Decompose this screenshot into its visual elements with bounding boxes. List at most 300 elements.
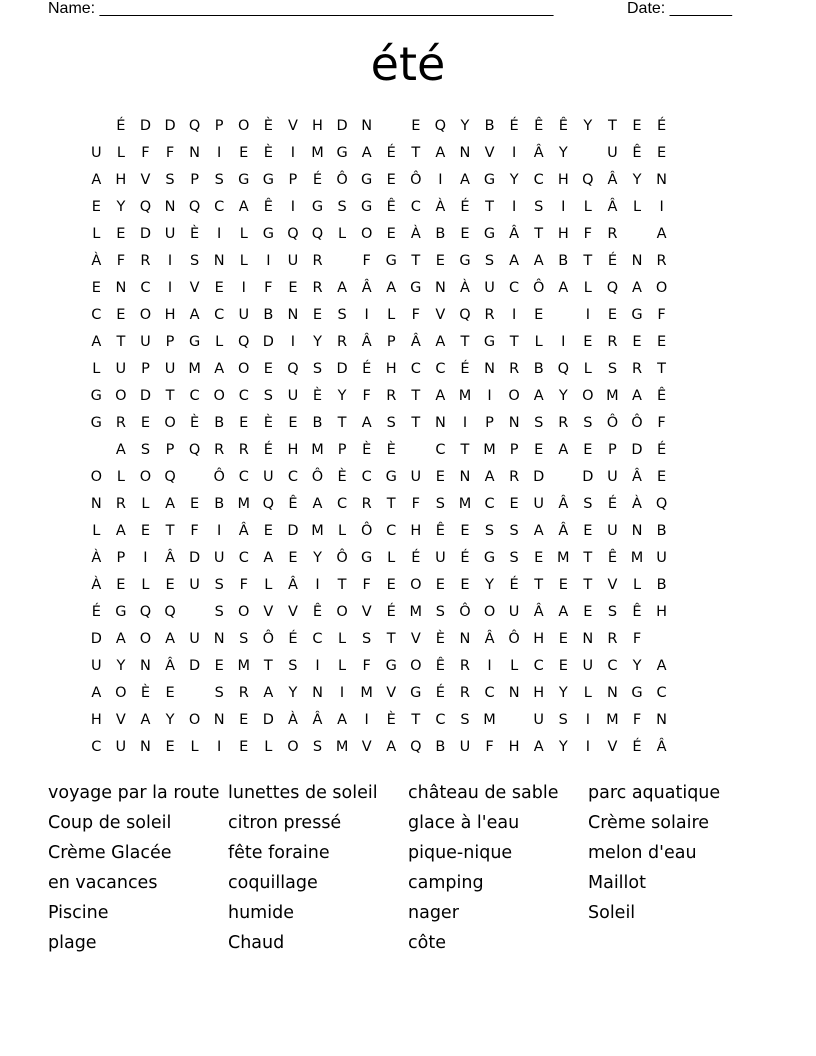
- grid-letter: [551, 301, 576, 328]
- grid-letter: L: [583, 360, 592, 377]
- grid-letter: M: [458, 387, 472, 404]
- grid-letter: N: [459, 630, 471, 647]
- grid-letter: U: [459, 738, 471, 755]
- grid-letter: N: [140, 738, 151, 755]
- grid-letter: N: [434, 279, 446, 296]
- grid-letter: N: [484, 360, 495, 377]
- grid-letter: Â: [361, 279, 372, 296]
- grid-letter: M: [606, 711, 619, 728]
- grid-letter: [182, 598, 207, 625]
- grid-letter: V: [386, 684, 397, 701]
- grid-letter: G: [361, 198, 373, 215]
- grid-letter: I: [290, 333, 296, 350]
- grid-letter: Â: [558, 495, 569, 512]
- grid-letter: Q: [582, 171, 594, 188]
- grid-letter: A: [91, 684, 102, 701]
- word-list-item: Crème Glacée: [48, 843, 172, 863]
- grid-letter: Ê: [632, 603, 642, 620]
- grid-letter: N: [140, 657, 151, 674]
- grid-letter: A: [632, 279, 642, 296]
- grid-letter: Y: [583, 117, 593, 134]
- grid-letter: G: [483, 549, 496, 566]
- grid-letter: A: [533, 252, 544, 269]
- grid-letter: Â: [238, 522, 249, 539]
- grid-letter: Y: [632, 171, 642, 188]
- grid-letter: Ô: [410, 171, 422, 188]
- grid-letter: S: [607, 360, 618, 377]
- grid-letter: T: [165, 387, 175, 404]
- grid-letter: I: [511, 306, 517, 323]
- grid-letter: U: [90, 144, 102, 161]
- grid-letter: I: [487, 657, 492, 674]
- grid-letter: E: [583, 522, 593, 539]
- grid-letter: M: [458, 495, 472, 512]
- grid-letter: A: [91, 333, 102, 350]
- grid-letter: N: [213, 630, 225, 647]
- grid-letter: S: [312, 360, 323, 377]
- grid-letter: A: [484, 468, 495, 485]
- grid-letter: I: [659, 198, 664, 215]
- word-list-item: plage: [48, 933, 97, 953]
- grid-letter: Ô: [631, 414, 643, 431]
- grid-letter: E: [657, 468, 667, 485]
- grid-letter: S: [362, 630, 372, 647]
- grid-letter: V: [140, 171, 151, 188]
- grid-letter: [649, 625, 674, 652]
- grid-letter: L: [92, 225, 101, 242]
- grid-letter: Â: [656, 738, 667, 755]
- grid-letter: D: [189, 549, 201, 566]
- grid-letter: B: [214, 414, 225, 431]
- grid-letter: Q: [311, 225, 324, 242]
- grid-letter: T: [509, 333, 519, 350]
- grid-letter: S: [214, 576, 224, 593]
- grid-letter: Y: [116, 198, 126, 215]
- grid-letter: A: [533, 738, 544, 755]
- grid-letter: I: [167, 279, 173, 296]
- grid-letter: N: [213, 711, 225, 728]
- grid-letter: T: [337, 414, 347, 431]
- grid-letter: H: [557, 171, 569, 188]
- grid-letter: A: [91, 171, 102, 188]
- grid-letter: T: [116, 333, 126, 350]
- grid-letter: R: [558, 414, 569, 431]
- grid-letter: I: [585, 738, 590, 755]
- grid-row: [84, 571, 674, 598]
- name-field-label: Name: ___________________________________________________: [48, 0, 554, 17]
- grid-letter: [379, 112, 404, 139]
- grid-letter: À: [287, 711, 298, 728]
- grid-letter: L: [215, 333, 224, 350]
- grid-letter: C: [140, 279, 151, 296]
- grid-letter: O: [90, 468, 102, 485]
- grid-letter: L: [239, 225, 248, 242]
- grid-letter: S: [140, 441, 151, 458]
- grid-letter: È: [435, 630, 445, 647]
- grid-letter: A: [189, 306, 200, 323]
- grid-letter: I: [290, 198, 296, 215]
- grid-letter: S: [558, 711, 568, 728]
- grid-letter: C: [312, 630, 323, 647]
- grid-letter: Â: [607, 171, 618, 188]
- grid-letter: I: [462, 414, 468, 431]
- grid-letter: Y: [313, 333, 322, 350]
- grid-letter: U: [287, 252, 299, 269]
- grid-letter: I: [143, 549, 148, 566]
- grid-letter: U: [435, 549, 446, 566]
- grid-letter: É: [435, 684, 445, 701]
- grid-row: [84, 409, 674, 436]
- grid-letter: S: [337, 306, 347, 323]
- grid-letter: I: [561, 198, 566, 215]
- grid-letter: A: [632, 387, 642, 404]
- word-list-item: Piscine: [48, 903, 109, 923]
- grid-letter: M: [311, 441, 324, 458]
- grid-letter: P: [485, 414, 494, 431]
- grid-letter: S: [583, 495, 593, 512]
- grid-letter: A: [460, 171, 470, 188]
- grid-letter: À: [91, 576, 102, 593]
- grid-letter: O: [139, 630, 152, 647]
- grid-letter: D: [336, 360, 348, 377]
- grid-letter: R: [631, 360, 643, 377]
- grid-letter: U: [140, 333, 151, 350]
- grid-letter: I: [217, 522, 222, 539]
- grid-letter: S: [509, 549, 519, 566]
- grid-letter: C: [238, 549, 249, 566]
- grid-letter: U: [115, 738, 127, 755]
- grid-letter: Y: [313, 549, 322, 566]
- grid-letter: É: [607, 495, 618, 512]
- grid-letter: M: [483, 711, 496, 728]
- word-list-item: Crème solaire: [588, 813, 710, 833]
- grid-letter: L: [116, 144, 125, 161]
- grid-letter: À: [410, 225, 421, 242]
- grid-letter: L: [92, 522, 101, 539]
- grid-letter: C: [509, 279, 520, 296]
- grid-letter: G: [410, 684, 422, 701]
- grid-letter: [625, 220, 650, 247]
- grid-letter: A: [361, 144, 372, 161]
- grid-letter: A: [165, 630, 175, 647]
- grid-letter: L: [141, 495, 150, 512]
- grid-letter: L: [141, 576, 150, 593]
- grid-letter: A: [533, 522, 544, 539]
- grid-letter: E: [116, 576, 126, 593]
- grid-letter: Â: [533, 144, 544, 161]
- grid-letter: Y: [558, 684, 568, 701]
- grid-letter: A: [558, 603, 569, 620]
- date-field-label: Date: _______: [627, 0, 732, 17]
- grid-letter: F: [657, 306, 666, 323]
- grid-letter: A: [214, 360, 225, 377]
- grid-letter: T: [411, 711, 421, 728]
- grid-letter: F: [411, 306, 420, 323]
- word-list-item: château de sable: [408, 783, 559, 803]
- grid-letter: B: [435, 738, 446, 755]
- grid-letter: Â: [165, 657, 175, 674]
- grid-letter: E: [140, 414, 151, 431]
- grid-letter: C: [484, 495, 495, 512]
- grid-letter: O: [188, 711, 201, 728]
- grid-row: [84, 625, 674, 652]
- grid-letter: Y: [509, 171, 519, 188]
- grid-letter: N: [656, 711, 668, 728]
- grid-letter: Q: [287, 225, 299, 242]
- grid-letter: É: [460, 360, 470, 377]
- grid-letter: E: [263, 522, 273, 539]
- grid-letter: G: [483, 171, 496, 188]
- grid-letter: M: [188, 360, 201, 377]
- grid-letter: V: [607, 738, 618, 755]
- grid-letter: L: [190, 738, 199, 755]
- grid-letter: F: [583, 225, 593, 242]
- grid-letter: E: [116, 306, 126, 323]
- grid-letter: É: [607, 252, 618, 269]
- grid-letter: F: [190, 522, 199, 539]
- grid-letter: [84, 436, 109, 463]
- grid-letter: B: [312, 414, 323, 431]
- grid-letter: E: [214, 657, 224, 674]
- grid-letter: E: [190, 495, 200, 512]
- grid-letter: A: [337, 279, 348, 296]
- grid-letter: É: [657, 117, 667, 134]
- grid-row: [84, 112, 674, 139]
- grid-letter: A: [435, 144, 446, 161]
- grid-letter: N: [508, 684, 520, 701]
- grid-letter: T: [165, 522, 175, 539]
- grid-letter: U: [263, 468, 274, 485]
- grid-letter: P: [141, 360, 150, 377]
- grid-letter: N: [287, 306, 299, 323]
- grid-letter: Ô: [311, 468, 324, 485]
- grid-letter: E: [288, 279, 298, 296]
- grid-letter: [404, 436, 429, 463]
- grid-letter: E: [165, 576, 175, 593]
- grid-letter: R: [509, 468, 520, 485]
- grid-letter: L: [632, 576, 642, 593]
- page-title: été: [370, 37, 446, 91]
- grid-letter: Â: [287, 576, 298, 593]
- grid-letter: N: [508, 414, 520, 431]
- grid-letter: Â: [410, 333, 421, 350]
- grid-letter: N: [582, 630, 594, 647]
- grid-letter: [182, 679, 207, 706]
- grid-letter: R: [115, 414, 126, 431]
- grid-letter: Q: [459, 306, 471, 323]
- grid-letter: N: [90, 495, 102, 512]
- grid-letter: R: [140, 252, 151, 269]
- grid-letter: E: [583, 441, 593, 458]
- grid-letter: A: [386, 738, 397, 755]
- grid-letter: F: [116, 252, 126, 269]
- grid-row: [84, 220, 674, 247]
- grid-letter: M: [237, 657, 251, 674]
- grid-letter: R: [459, 684, 470, 701]
- grid-letter: E: [288, 549, 298, 566]
- grid-letter: A: [435, 333, 446, 350]
- grid-letter: G: [311, 198, 324, 215]
- grid-row: [84, 652, 674, 679]
- grid-letter: L: [632, 198, 642, 215]
- grid-letter: C: [435, 711, 446, 728]
- word-list-item: lunettes de soleil: [228, 783, 378, 803]
- grid-letter: D: [139, 225, 152, 242]
- grid-letter: U: [189, 630, 200, 647]
- grid-letter: H: [115, 171, 127, 188]
- grid-letter: T: [534, 576, 544, 593]
- grid-letter: È: [190, 225, 200, 242]
- grid-letter: U: [189, 576, 200, 593]
- grid-letter: M: [630, 549, 644, 566]
- grid-letter: A: [361, 414, 372, 431]
- grid-letter: Q: [139, 198, 152, 215]
- grid-row: [84, 598, 674, 625]
- grid-letter: U: [115, 360, 127, 377]
- grid-letter: L: [583, 684, 592, 701]
- grid-letter: É: [362, 360, 372, 377]
- grid-letter: O: [238, 603, 250, 620]
- grid-letter: À: [632, 495, 642, 512]
- grid-letter: C: [435, 441, 446, 458]
- grid-letter: U: [656, 549, 667, 566]
- grid-letter: G: [188, 333, 201, 350]
- grid-letter: V: [361, 603, 372, 620]
- grid-letter: P: [214, 117, 224, 134]
- grid-letter: È: [312, 387, 323, 404]
- grid-letter: Ô: [508, 630, 520, 647]
- grid-letter: Â: [607, 198, 618, 215]
- grid-letter: I: [167, 252, 173, 269]
- grid-letter: O: [139, 468, 152, 485]
- grid-letter: T: [583, 576, 593, 593]
- grid-letter: H: [287, 441, 299, 458]
- word-list-item: citron pressé: [228, 813, 342, 833]
- grid-letter: U: [607, 144, 618, 161]
- grid-letter: É: [657, 441, 667, 458]
- grid-row: [84, 139, 674, 166]
- word-list-item: Soleil: [588, 903, 636, 923]
- grid-letter: S: [583, 414, 593, 431]
- grid-letter: G: [361, 171, 373, 188]
- grid-letter: E: [435, 468, 445, 485]
- grid-letter: B: [558, 252, 569, 269]
- grid-letter: Ê: [435, 522, 445, 539]
- grid-letter: U: [164, 225, 176, 242]
- grid-letter: T: [608, 117, 617, 134]
- word-list-item: glace à l'eau: [408, 813, 520, 833]
- grid-letter: U: [582, 657, 594, 674]
- grid-letter: P: [386, 333, 396, 350]
- grid-letter: E: [288, 414, 298, 431]
- grid-letter: E: [239, 144, 249, 161]
- grid-letter: I: [364, 306, 369, 323]
- grid-row: [84, 301, 674, 328]
- grid-letter: M: [409, 603, 423, 620]
- grid-letter: E: [386, 576, 396, 593]
- grid-letter: R: [214, 441, 225, 458]
- grid-letter: E: [386, 171, 396, 188]
- grid-row: [84, 517, 674, 544]
- grid-letter: N: [213, 252, 225, 269]
- grid-row: [84, 355, 674, 382]
- grid-letter: C: [410, 360, 421, 377]
- grid-letter: I: [487, 387, 492, 404]
- grid-letter: T: [411, 144, 421, 161]
- grid-letter: O: [508, 387, 520, 404]
- grid-letter: L: [387, 306, 396, 323]
- grid-letter: P: [165, 441, 175, 458]
- grid-letter: G: [459, 252, 471, 269]
- grid-row: [84, 274, 674, 301]
- grid-letter: D: [287, 522, 299, 539]
- grid-letter: N: [164, 198, 176, 215]
- grid-letter: F: [165, 144, 175, 161]
- grid-letter: É: [509, 117, 519, 134]
- grid-letter: E: [435, 252, 445, 269]
- grid-letter: [576, 139, 601, 166]
- grid-letter: B: [656, 522, 667, 539]
- grid-letter: Y: [632, 657, 642, 674]
- grid-letter: M: [360, 684, 373, 701]
- grid-letter: Q: [557, 360, 569, 377]
- grid-letter: L: [510, 657, 519, 674]
- grid-letter: È: [263, 117, 273, 134]
- grid-letter: S: [214, 603, 224, 620]
- grid-letter: E: [165, 684, 175, 701]
- grid-letter: E: [140, 522, 151, 539]
- grid-letter: A: [656, 657, 667, 674]
- grid-letter: P: [337, 441, 347, 458]
- grid-letter: L: [338, 657, 347, 674]
- grid-letter: T: [583, 252, 593, 269]
- grid-letter: S: [337, 198, 347, 215]
- grid-letter: Ô: [213, 468, 225, 485]
- word-list-item: voyage par la route: [48, 783, 220, 803]
- grid-row: [84, 382, 674, 409]
- grid-letter: À: [460, 279, 470, 296]
- grid-letter: Ô: [459, 603, 471, 620]
- grid-letter: O: [213, 387, 225, 404]
- grid-letter: E: [435, 576, 445, 593]
- grid-letter: G: [483, 225, 496, 242]
- grid-letter: A: [509, 252, 520, 269]
- grid-letter: G: [385, 468, 397, 485]
- grid-letter: Y: [558, 387, 568, 404]
- grid-letter: A: [558, 441, 569, 458]
- word-list-item: en vacances: [48, 873, 158, 893]
- grid-letter: U: [533, 495, 544, 512]
- grid-letter: F: [411, 495, 420, 512]
- grid-letter: V: [435, 306, 446, 323]
- grid-letter: L: [239, 252, 248, 269]
- grid-letter: É: [509, 576, 519, 593]
- grid-letter: E: [239, 738, 249, 755]
- grid-letter: R: [607, 225, 618, 242]
- grid-letter: Â: [509, 225, 520, 242]
- grid-letter: N: [459, 144, 471, 161]
- grid-letter: S: [534, 414, 544, 431]
- grid-letter: A: [263, 684, 274, 701]
- grid-letter: T: [485, 198, 494, 215]
- grid-letter: O: [483, 603, 496, 620]
- grid-letter: S: [484, 252, 495, 269]
- grid-letter: T: [460, 333, 470, 350]
- grid-letter: O: [655, 279, 668, 296]
- grid-row: [84, 328, 674, 355]
- grid-letter: I: [585, 306, 590, 323]
- grid-letter: E: [312, 306, 323, 323]
